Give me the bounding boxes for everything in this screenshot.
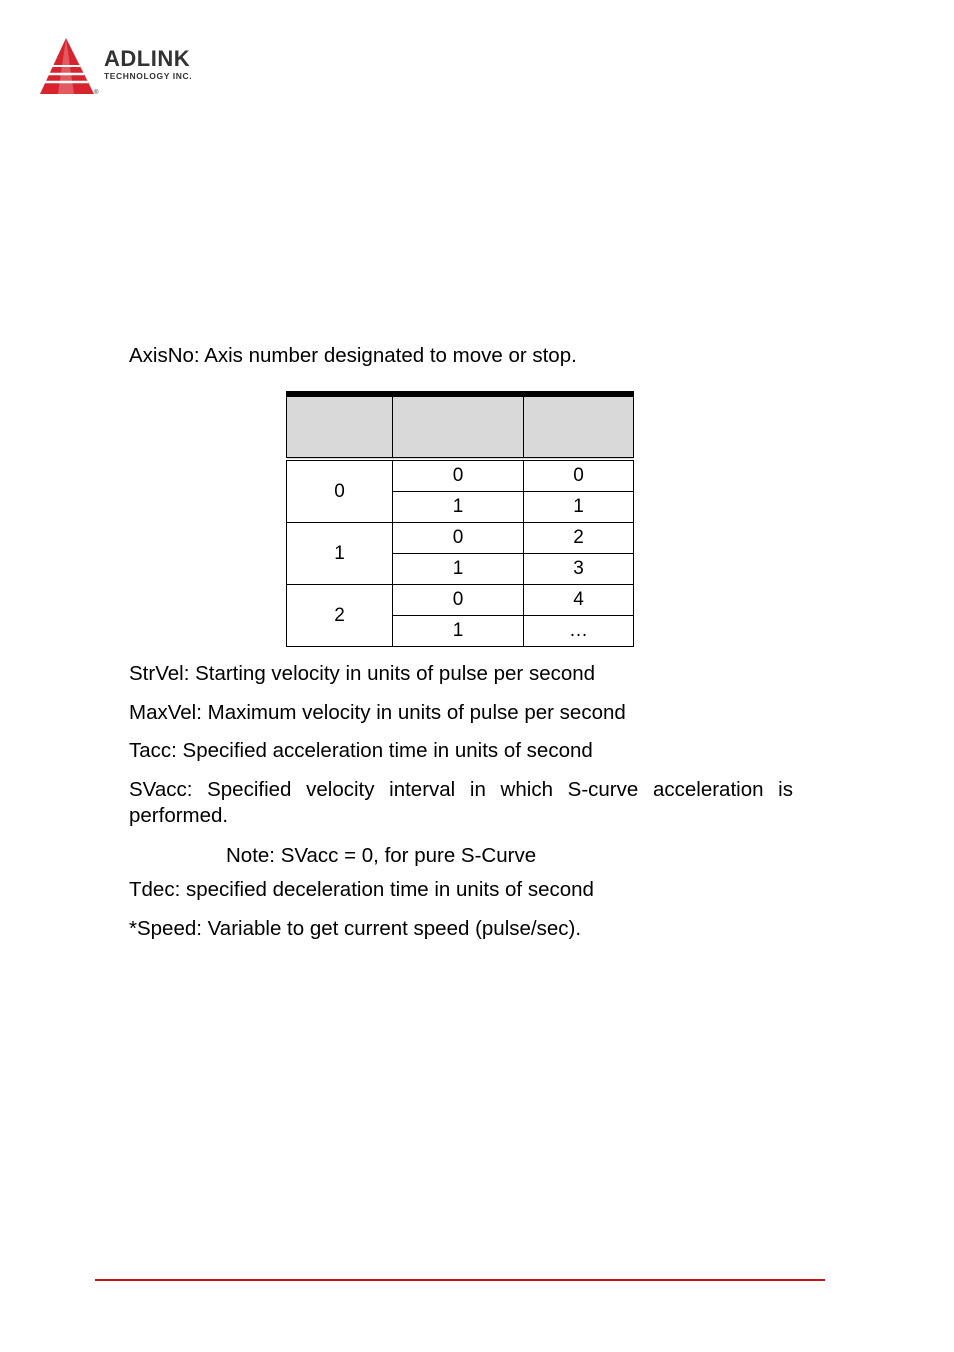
table-cell-axis: 1 — [393, 492, 524, 523]
registered-mark: ® — [94, 90, 99, 96]
table-cell-axis: 1 — [393, 554, 524, 585]
company-logo — [38, 36, 238, 100]
table-header-row — [287, 394, 634, 459]
param-svacc: SVacc: Specified velocity interval in which S-curve acceleration is performed. — [129, 778, 793, 827]
param-speed: *Speed: Variable to get current speed (pulse/sec). — [129, 917, 582, 940]
table-cell-axis: 0 — [393, 523, 524, 554]
footer-rule — [95, 1279, 825, 1281]
table-cell-axisno: 4 — [524, 585, 634, 616]
table-cell-card: 1 — [287, 523, 393, 585]
table-header-cell — [287, 394, 393, 459]
param-tdec: Tdec: specified deceleration time in units of second — [129, 878, 594, 901]
table-cell-axisno: 0 — [524, 459, 634, 492]
table-row — [287, 459, 634, 492]
param-tacc: Tacc: Specified acceleration time in units of second — [129, 739, 593, 762]
table-cell-axis: 0 — [393, 585, 524, 616]
table-row — [287, 523, 634, 554]
table-header-cell — [524, 394, 634, 459]
table-cell-axisno: … — [524, 616, 634, 647]
param-maxvel: MaxVel: Maximum velocity in units of pulse per second — [129, 701, 626, 724]
table-cell-card: 2 — [287, 585, 393, 647]
svacc-note: Note: SVacc = 0, for pure S-Curve — [226, 844, 537, 867]
brand-tagline: TECHNOLOGY INC. — [104, 71, 193, 81]
table-header-cell — [393, 394, 524, 459]
brand-name: ADLINK — [104, 46, 191, 71]
table-cell-axisno: 2 — [524, 523, 634, 554]
table-cell-axisno: 3 — [524, 554, 634, 585]
table-cell-axis: 1 — [393, 616, 524, 647]
table-cell-axis: 0 — [393, 459, 524, 492]
axis-table — [286, 391, 634, 647]
table-cell-axisno: 1 — [524, 492, 634, 523]
table-cell-card: 0 — [287, 459, 393, 523]
param-axisno: AxisNo: Axis number designated to move or stop. — [129, 344, 577, 367]
table-row — [287, 585, 634, 616]
adlink-triangle-icon — [38, 36, 102, 98]
param-strvel: StrVel: Starting velocity in units of pulse per second — [129, 662, 596, 685]
